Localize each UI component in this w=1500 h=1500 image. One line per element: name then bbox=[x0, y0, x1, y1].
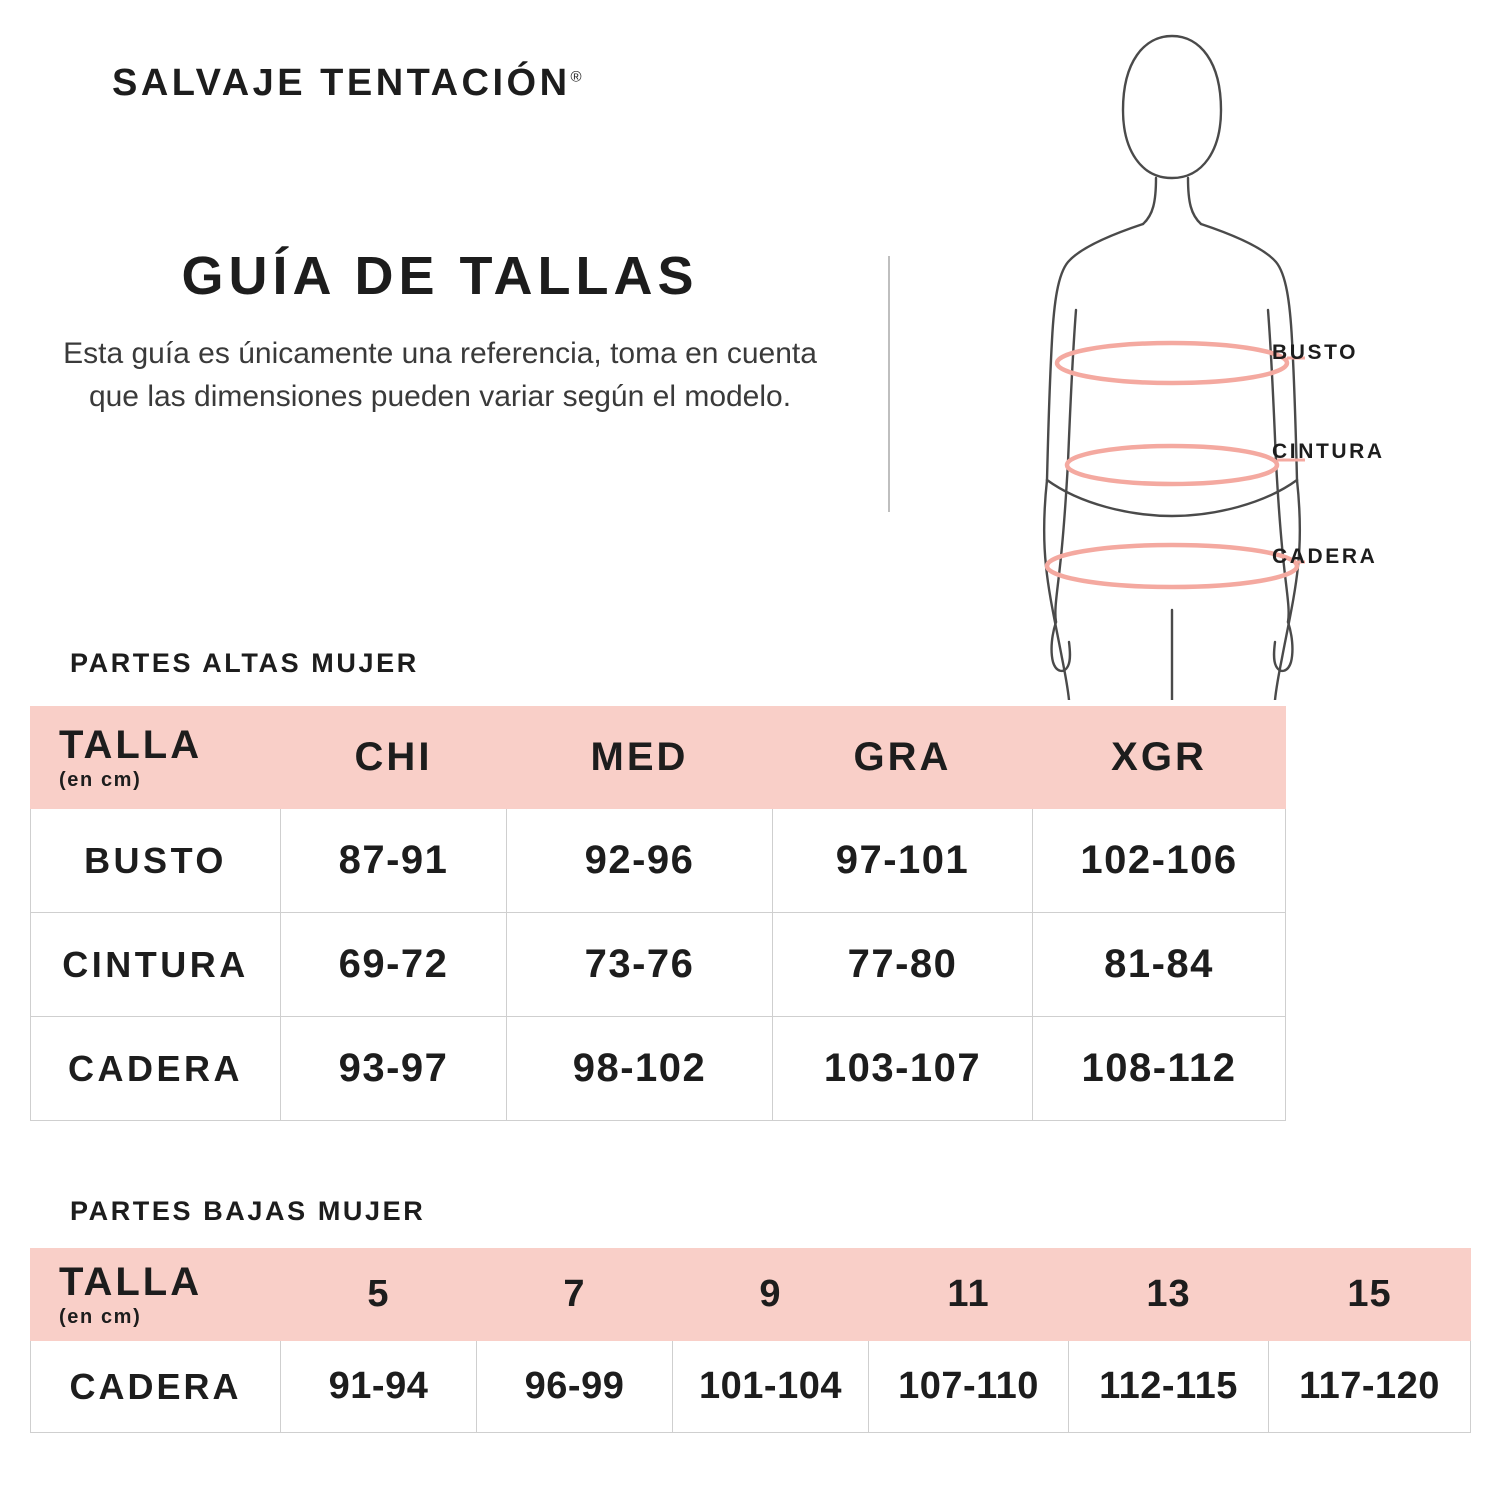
table-row bbox=[31, 913, 1286, 1017]
bottoms-cell: 101-104 bbox=[673, 1341, 869, 1433]
tops-column-header: XGR bbox=[1033, 707, 1286, 809]
tops-cell: 93-97 bbox=[281, 1017, 507, 1121]
section-title-bottoms: PARTES BAJAS MUJER bbox=[70, 1196, 426, 1226]
bottoms-corner-label: TALLA bbox=[59, 1259, 203, 1304]
figure-label-cintura: CINTURA bbox=[1272, 440, 1385, 463]
bottoms-cell: 96-99 bbox=[477, 1341, 673, 1433]
bottoms-cell: 112-115 bbox=[1069, 1341, 1269, 1433]
bottoms-column-header: 15 bbox=[1269, 1249, 1471, 1341]
bottoms-column-header: 7 bbox=[477, 1249, 673, 1341]
bottoms-corner-sublabel: (en cm) bbox=[59, 1305, 142, 1328]
figure-label-cadera: CADERA bbox=[1272, 545, 1378, 568]
tops-column-header: MED bbox=[507, 707, 773, 809]
tops-size-table bbox=[30, 706, 1286, 1121]
tops-column-header: CHI bbox=[281, 707, 507, 809]
bottoms-corner-cell bbox=[31, 1249, 281, 1341]
table-row bbox=[31, 809, 1286, 913]
tops-cell: 81-84 bbox=[1033, 913, 1286, 1017]
bottoms-cell: 91-94 bbox=[281, 1341, 477, 1433]
tops-row-label: CINTURA bbox=[31, 913, 281, 1017]
tops-corner-cell bbox=[31, 707, 281, 809]
bottoms-size-table bbox=[30, 1248, 1471, 1433]
bottoms-column-header: 5 bbox=[281, 1249, 477, 1341]
table-header-row bbox=[31, 707, 1286, 809]
tops-cell: 69-72 bbox=[281, 913, 507, 1017]
page-title: GUÍA DE TALLAS bbox=[181, 246, 699, 306]
tops-cell: 102-106 bbox=[1033, 809, 1286, 913]
brand-title bbox=[112, 62, 582, 105]
bottoms-cell: 117-120 bbox=[1269, 1341, 1471, 1433]
body-figure-illustration bbox=[960, 10, 1440, 700]
brand-name: SALVAJE TENTACIÓN bbox=[112, 62, 571, 104]
bottoms-column-header: 11 bbox=[869, 1249, 1069, 1341]
table-row bbox=[31, 1341, 1471, 1433]
intro-description: Esta guía es únicamente una referencia, toma en cuenta que las dimensiones pueden variar según el modelo. bbox=[63, 337, 817, 413]
tops-corner-sublabel: (en cm) bbox=[59, 768, 142, 791]
section-title-tops: PARTES ALTAS MUJER bbox=[70, 648, 419, 678]
intro-block bbox=[60, 245, 820, 418]
bottoms-column-header: 9 bbox=[673, 1249, 869, 1341]
registered-mark: ® bbox=[570, 68, 582, 86]
bottoms-row-label: CADERA bbox=[31, 1341, 281, 1433]
table-header-row bbox=[31, 1249, 1471, 1341]
bottoms-column-header: 13 bbox=[1069, 1249, 1269, 1341]
table-row bbox=[31, 1017, 1286, 1121]
tops-cell: 77-80 bbox=[773, 913, 1033, 1017]
tops-cell: 92-96 bbox=[507, 809, 773, 913]
tops-row-label: BUSTO bbox=[31, 809, 281, 913]
figure-label-busto: BUSTO bbox=[1272, 341, 1359, 364]
vertical-divider bbox=[888, 256, 890, 512]
tops-cell: 97-101 bbox=[773, 809, 1033, 913]
tops-cell: 73-76 bbox=[507, 913, 773, 1017]
tops-cell: 108-112 bbox=[1033, 1017, 1286, 1121]
tops-cell: 98-102 bbox=[507, 1017, 773, 1121]
tops-corner-label: TALLA bbox=[59, 722, 203, 767]
tops-row-label: CADERA bbox=[31, 1017, 281, 1121]
tops-cell: 103-107 bbox=[773, 1017, 1033, 1121]
tops-cell: 87-91 bbox=[281, 809, 507, 913]
bottoms-cell: 107-110 bbox=[869, 1341, 1069, 1433]
tops-column-header: GRA bbox=[773, 707, 1033, 809]
